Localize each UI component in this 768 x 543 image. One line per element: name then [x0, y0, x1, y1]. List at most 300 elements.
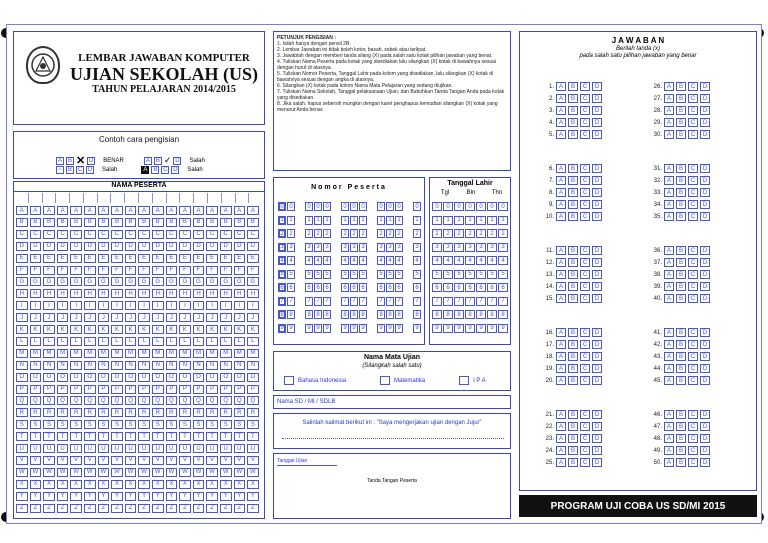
answer-bubble[interactable]: D	[700, 458, 710, 467]
tanggal-digit-bubble[interactable]: 1	[432, 216, 442, 225]
nama-letter-bubble[interactable]: H	[30, 289, 42, 298]
nama-letter-bubble[interactable]: Q	[152, 396, 164, 405]
nama-letter-bubble[interactable]: H	[220, 289, 232, 298]
nama-letter-bubble[interactable]: G	[234, 277, 246, 286]
nama-letter-bubble[interactable]: C	[247, 230, 259, 239]
answer-bubble[interactable]: B	[676, 446, 686, 455]
answer-bubble[interactable]: D	[592, 352, 602, 361]
answer-bubble[interactable]: D	[592, 376, 602, 385]
nama-letter-bubble[interactable]: U	[43, 444, 55, 453]
nama-letter-bubble[interactable]: W	[247, 468, 259, 477]
nama-letter-bubble[interactable]: G	[152, 277, 164, 286]
tanggal-digit-bubble[interactable]: 9	[454, 324, 464, 333]
nama-letter-bubble[interactable]: D	[247, 242, 259, 251]
nomor-digit-bubble[interactable]: 3	[386, 243, 394, 252]
nama-letter-bubble[interactable]: T	[16, 432, 28, 441]
tanggal-digit-bubble[interactable]: 4	[465, 256, 475, 265]
tanggal-digit-bubble[interactable]: 3	[465, 243, 475, 252]
answer-bubble[interactable]: D	[700, 328, 710, 337]
nama-letter-bubble[interactable]: Z	[30, 504, 42, 513]
answer-bubble[interactable]: B	[568, 246, 578, 255]
nama-letter-bubble[interactable]: A	[98, 206, 110, 215]
sekolah-panel[interactable]	[273, 395, 511, 409]
nama-letter-bubble[interactable]: A	[220, 206, 232, 215]
nama-letter-bubble[interactable]: M	[166, 349, 178, 358]
nama-letter-bubble[interactable]: F	[206, 266, 218, 275]
answer-bubble[interactable]: C	[580, 176, 590, 185]
tanggal-digit-bubble[interactable]: 3	[432, 243, 442, 252]
answer-bubble[interactable]: B	[568, 294, 578, 303]
nama-letter-bubble[interactable]: N	[138, 361, 150, 370]
nama-letter-bubble[interactable]: B	[125, 218, 137, 227]
nama-letter-bubble[interactable]: Z	[166, 504, 178, 513]
nomor-digit-bubble[interactable]: 9	[278, 324, 286, 333]
answer-bubble[interactable]: A	[556, 422, 566, 431]
nama-letter-bubble[interactable]: J	[111, 313, 123, 322]
nama-letter-bubble[interactable]: P	[84, 385, 96, 394]
answer-bubble[interactable]: A	[664, 188, 674, 197]
nama-letter-bubble[interactable]: D	[220, 242, 232, 251]
nama-letter-bubble[interactable]: S	[206, 420, 218, 429]
tanggal-digit-bubble[interactable]: 3	[476, 243, 486, 252]
nama-letter-bubble[interactable]: K	[16, 325, 28, 334]
answer-bubble[interactable]: B	[568, 164, 578, 173]
nama-letter-bubble[interactable]: R	[57, 408, 69, 417]
nama-letter-bubble[interactable]: L	[138, 337, 150, 346]
nama-letter-bubble[interactable]: R	[70, 408, 82, 417]
nomor-digit-bubble[interactable]: 8	[359, 310, 367, 319]
nomor-digit-bubble[interactable]: 5	[386, 270, 394, 279]
tanggal-digit-bubble[interactable]: 0	[432, 202, 442, 211]
nama-letter-bubble[interactable]: V	[247, 456, 259, 465]
nama-letter-bubble[interactable]: L	[111, 337, 123, 346]
nama-letter-bubble[interactable]: L	[57, 337, 69, 346]
answer-bubble[interactable]: C	[688, 282, 698, 291]
answer-bubble[interactable]: D	[592, 340, 602, 349]
nama-letter-bubble[interactable]: Z	[125, 504, 137, 513]
nomor-digit-bubble[interactable]: 9	[305, 324, 313, 333]
tanggal-digit-bubble[interactable]: 8	[443, 310, 453, 319]
answer-bubble[interactable]: B	[568, 352, 578, 361]
nama-letter-bubble[interactable]: E	[166, 254, 178, 263]
nama-letter-bubble[interactable]: B	[206, 218, 218, 227]
nomor-digit-bubble[interactable]: 9	[341, 324, 349, 333]
nama-letter-bubble[interactable]: I	[247, 301, 259, 310]
nama-letter-bubble[interactable]: L	[206, 337, 218, 346]
nama-letter-bubble[interactable]: M	[70, 349, 82, 358]
nama-letter-bubble[interactable]: Z	[16, 504, 28, 513]
nama-letter-bubble[interactable]: X	[125, 480, 137, 489]
nama-letter-bubble[interactable]: H	[206, 289, 218, 298]
tanggal-digit-bubble[interactable]: 8	[498, 310, 508, 319]
nama-letter-bubble[interactable]: E	[193, 254, 205, 263]
nama-letter-bubble[interactable]: S	[220, 420, 232, 429]
nomor-digit-bubble[interactable]: 4	[287, 256, 295, 265]
tanggal-digit-bubble[interactable]: 8	[454, 310, 464, 319]
tanggal-digit-bubble[interactable]: 5	[443, 270, 453, 279]
nama-letter-bubble[interactable]: A	[70, 206, 82, 215]
nama-letter-bubble[interactable]: T	[193, 432, 205, 441]
nomor-digit-bubble[interactable]: 6	[305, 283, 313, 292]
nama-letter-bubble[interactable]: O	[152, 373, 164, 382]
nama-letter-bubble[interactable]: M	[111, 349, 123, 358]
nomor-digit-bubble[interactable]: 4	[350, 256, 358, 265]
tanggal-digit-bubble[interactable]: 9	[465, 324, 475, 333]
answer-bubble[interactable]: B	[568, 422, 578, 431]
nomor-digit-bubble[interactable]: 2	[386, 229, 394, 238]
nama-letter-bubble[interactable]: K	[179, 325, 191, 334]
nama-letter-bubble[interactable]: W	[84, 468, 96, 477]
nama-letter-bubble[interactable]: Q	[234, 396, 246, 405]
tanggal-digit-bubble[interactable]: 2	[465, 229, 475, 238]
nama-letter-bubble[interactable]: K	[234, 325, 246, 334]
answer-bubble[interactable]: C	[580, 422, 590, 431]
answer-bubble[interactable]: C	[688, 118, 698, 127]
nama-letter-bubble[interactable]: D	[43, 242, 55, 251]
nama-letter-bubble[interactable]: E	[57, 254, 69, 263]
answer-bubble[interactable]: A	[556, 82, 566, 91]
nama-letter-bubble[interactable]: Y	[70, 492, 82, 501]
answer-bubble[interactable]: C	[688, 340, 698, 349]
nama-letter-bubble[interactable]: Z	[57, 504, 69, 513]
nama-letter-bubble[interactable]: C	[138, 230, 150, 239]
nama-letter-bubble[interactable]: U	[234, 444, 246, 453]
nama-letter-bubble[interactable]: G	[30, 277, 42, 286]
answer-bubble[interactable]: A	[556, 246, 566, 255]
nama-letter-bubble[interactable]: Z	[98, 504, 110, 513]
answer-bubble[interactable]: C	[580, 118, 590, 127]
nomor-digit-bubble[interactable]: 9	[395, 324, 403, 333]
nama-letter-bubble[interactable]: C	[179, 230, 191, 239]
nomor-digit-bubble[interactable]: 8	[278, 310, 286, 319]
tanggal-digit-bubble[interactable]: 7	[454, 297, 464, 306]
nama-letter-bubble[interactable]: C	[84, 230, 96, 239]
answer-bubble[interactable]: C	[688, 376, 698, 385]
nomor-digit-bubble[interactable]: 0	[386, 202, 394, 211]
nama-letter-bubble[interactable]: L	[43, 337, 55, 346]
nama-letter-bubble[interactable]: C	[220, 230, 232, 239]
answer-bubble[interactable]: B	[676, 270, 686, 279]
nama-letter-bubble[interactable]: E	[111, 254, 123, 263]
nomor-digit-bubble[interactable]: 4	[314, 256, 322, 265]
nama-letter-bubble[interactable]: S	[193, 420, 205, 429]
nama-letter-bubble[interactable]: T	[220, 432, 232, 441]
nama-letter-bubble[interactable]: L	[234, 337, 246, 346]
nama-letter-bubble[interactable]: Y	[166, 492, 178, 501]
nama-letter-bubble[interactable]: A	[166, 206, 178, 215]
nomor-digit-bubble[interactable]: 6	[413, 283, 421, 292]
nomor-digit-bubble[interactable]: 1	[359, 216, 367, 225]
answer-bubble[interactable]: C	[688, 164, 698, 173]
nama-letter-bubble[interactable]: Y	[220, 492, 232, 501]
answer-bubble[interactable]: D	[700, 82, 710, 91]
nomor-digit-bubble[interactable]: 8	[314, 310, 322, 319]
nama-letter-bubble[interactable]: K	[125, 325, 137, 334]
kalimat-panel[interactable]	[273, 413, 511, 449]
nama-letter-bubble[interactable]: X	[138, 480, 150, 489]
nama-letter-bubble[interactable]: O	[166, 373, 178, 382]
nomor-digit-bubble[interactable]: 8	[386, 310, 394, 319]
answer-bubble[interactable]: A	[556, 446, 566, 455]
answer-bubble[interactable]: C	[688, 188, 698, 197]
answer-bubble[interactable]: B	[568, 82, 578, 91]
answer-bubble[interactable]: A	[556, 176, 566, 185]
answer-bubble[interactable]: C	[688, 94, 698, 103]
nama-letter-bubble[interactable]: I	[138, 301, 150, 310]
answer-bubble[interactable]: C	[688, 294, 698, 303]
answer-bubble[interactable]: A	[664, 376, 674, 385]
answer-bubble[interactable]: D	[700, 212, 710, 221]
nama-letter-bubble[interactable]: I	[111, 301, 123, 310]
nama-letter-bubble[interactable]: J	[125, 313, 137, 322]
answer-bubble[interactable]: B	[568, 258, 578, 267]
nama-letter-bubble[interactable]: B	[43, 218, 55, 227]
nama-letter-bubble[interactable]: T	[247, 432, 259, 441]
nama-letter-bubble[interactable]: U	[166, 444, 178, 453]
nama-letter-bubble[interactable]: Y	[98, 492, 110, 501]
answer-bubble[interactable]: C	[688, 352, 698, 361]
answer-bubble[interactable]: D	[700, 200, 710, 209]
answer-bubble[interactable]: D	[700, 294, 710, 303]
nama-letter-bubble[interactable]: F	[179, 266, 191, 275]
tanggal-digit-bubble[interactable]: 0	[498, 202, 508, 211]
answer-bubble[interactable]: A	[556, 410, 566, 419]
nama-letter-bubble[interactable]: V	[84, 456, 96, 465]
answer-bubble[interactable]: B	[676, 364, 686, 373]
nama-letter-bubble[interactable]: J	[57, 313, 69, 322]
nama-letter-bubble[interactable]: T	[166, 432, 178, 441]
nama-letter-bubble[interactable]: J	[193, 313, 205, 322]
nama-letter-bubble[interactable]: A	[247, 206, 259, 215]
nomor-digit-bubble[interactable]: 2	[287, 229, 295, 238]
answer-bubble[interactable]: A	[556, 328, 566, 337]
nama-letter-bubble[interactable]: K	[30, 325, 42, 334]
nama-letter-bubble[interactable]: M	[125, 349, 137, 358]
nama-letter-bubble[interactable]: O	[247, 373, 259, 382]
nomor-digit-bubble[interactable]: 8	[323, 310, 331, 319]
nama-letter-bubble[interactable]: L	[166, 337, 178, 346]
nama-letter-bubble[interactable]: C	[98, 230, 110, 239]
tanggal-digit-bubble[interactable]: 9	[498, 324, 508, 333]
nama-letter-bubble[interactable]: O	[193, 373, 205, 382]
answer-bubble[interactable]: D	[592, 106, 602, 115]
nama-letter-bubble[interactable]: D	[166, 242, 178, 251]
nama-letter-bubble[interactable]: U	[179, 444, 191, 453]
nama-letter-bubble[interactable]: Y	[84, 492, 96, 501]
nomor-digit-bubble[interactable]: 9	[350, 324, 358, 333]
nama-letter-bubble[interactable]: L	[220, 337, 232, 346]
tanggal-digit-bubble[interactable]: 7	[476, 297, 486, 306]
answer-bubble[interactable]: C	[580, 94, 590, 103]
answer-bubble[interactable]: B	[676, 340, 686, 349]
nama-letter-bubble[interactable]: Q	[166, 396, 178, 405]
nomor-digit-bubble[interactable]: 7	[377, 297, 385, 306]
nama-letter-bubble[interactable]: L	[125, 337, 137, 346]
answer-bubble[interactable]: D	[700, 258, 710, 267]
nama-letter-bubble[interactable]: N	[220, 361, 232, 370]
answer-bubble[interactable]: A	[664, 106, 674, 115]
nama-letter-bubble[interactable]: E	[84, 254, 96, 263]
nama-letter-bubble[interactable]: C	[234, 230, 246, 239]
nama-letter-bubble[interactable]: P	[152, 385, 164, 394]
nomor-digit-bubble[interactable]: 1	[314, 216, 322, 225]
nomor-digit-bubble[interactable]: 8	[377, 310, 385, 319]
answer-bubble[interactable]: A	[664, 364, 674, 373]
answer-bubble[interactable]: B	[568, 118, 578, 127]
nomor-digit-bubble[interactable]: 7	[305, 297, 313, 306]
nama-letter-bubble[interactable]: T	[206, 432, 218, 441]
nomor-digit-bubble[interactable]: 1	[323, 216, 331, 225]
nama-letter-bubble[interactable]: Z	[220, 504, 232, 513]
answer-bubble[interactable]: A	[556, 94, 566, 103]
nama-letter-bubble[interactable]: E	[206, 254, 218, 263]
nama-letter-bubble[interactable]: I	[30, 301, 42, 310]
answer-bubble[interactable]: D	[700, 176, 710, 185]
answer-bubble[interactable]: D	[700, 188, 710, 197]
answer-bubble[interactable]: D	[592, 410, 602, 419]
nomor-digit-bubble[interactable]: 7	[314, 297, 322, 306]
nomor-digit-bubble[interactable]: 5	[350, 270, 358, 279]
tanggal-digit-bubble[interactable]: 5	[454, 270, 464, 279]
nomor-digit-bubble[interactable]: 3	[314, 243, 322, 252]
answer-bubble[interactable]: D	[592, 188, 602, 197]
nama-letter-bubble[interactable]: B	[111, 218, 123, 227]
answer-bubble[interactable]: C	[688, 106, 698, 115]
nama-letter-bubble[interactable]: G	[16, 277, 28, 286]
nama-letter-bubble[interactable]: R	[43, 408, 55, 417]
answer-bubble[interactable]: D	[592, 94, 602, 103]
nama-letter-bubble[interactable]: Z	[152, 504, 164, 513]
answer-bubble[interactable]: D	[592, 200, 602, 209]
answer-bubble[interactable]: D	[592, 118, 602, 127]
nama-letter-bubble[interactable]: R	[220, 408, 232, 417]
answer-bubble[interactable]: C	[580, 258, 590, 267]
nomor-digit-bubble[interactable]: 7	[350, 297, 358, 306]
nomor-digit-bubble[interactable]: 0	[395, 202, 403, 211]
nomor-digit-bubble[interactable]: 7	[341, 297, 349, 306]
answer-bubble[interactable]: C	[688, 82, 698, 91]
nama-letter-bubble[interactable]: D	[98, 242, 110, 251]
answer-bubble[interactable]: B	[676, 94, 686, 103]
nama-letter-bubble[interactable]: G	[247, 277, 259, 286]
answer-bubble[interactable]: D	[592, 258, 602, 267]
answer-bubble[interactable]: B	[676, 458, 686, 467]
answer-bubble[interactable]: A	[664, 82, 674, 91]
nomor-digit-bubble[interactable]: 3	[305, 243, 313, 252]
nama-letter-bubble[interactable]: G	[220, 277, 232, 286]
nomor-digit-bubble[interactable]: 6	[323, 283, 331, 292]
nama-letter-bubble[interactable]: K	[98, 325, 110, 334]
nama-letter-bubble[interactable]: I	[57, 301, 69, 310]
nomor-digit-bubble[interactable]: 5	[341, 270, 349, 279]
nama-letter-bubble[interactable]: L	[16, 337, 28, 346]
nama-letter-bubble[interactable]: X	[206, 480, 218, 489]
nama-letter-bubble[interactable]: M	[193, 349, 205, 358]
nama-letter-bubble[interactable]: F	[247, 266, 259, 275]
nama-letter-bubble[interactable]: G	[111, 277, 123, 286]
nama-letter-bubble[interactable]: W	[111, 468, 123, 477]
nama-letter-bubble[interactable]: J	[234, 313, 246, 322]
nama-letter-bubble[interactable]: R	[84, 408, 96, 417]
nama-letter-bubble[interactable]: U	[30, 444, 42, 453]
nama-letter-bubble[interactable]: H	[179, 289, 191, 298]
nomor-digit-bubble[interactable]: 4	[395, 256, 403, 265]
nama-letter-bubble[interactable]: N	[206, 361, 218, 370]
answer-bubble[interactable]: B	[676, 200, 686, 209]
nama-letter-bubble[interactable]: F	[30, 266, 42, 275]
nama-letter-bubble[interactable]: V	[30, 456, 42, 465]
nama-letter-bubble[interactable]: N	[16, 361, 28, 370]
nomor-digit-bubble[interactable]: 9	[314, 324, 322, 333]
answer-bubble[interactable]: B	[676, 258, 686, 267]
answer-bubble[interactable]: A	[664, 410, 674, 419]
nama-letter-bubble[interactable]: V	[206, 456, 218, 465]
answer-bubble[interactable]: A	[556, 282, 566, 291]
answer-bubble[interactable]: C	[688, 130, 698, 139]
nama-letter-bubble[interactable]: K	[84, 325, 96, 334]
tanggal-digit-bubble[interactable]: 8	[476, 310, 486, 319]
nama-letter-bubble[interactable]: F	[166, 266, 178, 275]
answer-bubble[interactable]: C	[580, 270, 590, 279]
tanggal-digit-bubble[interactable]: 4	[498, 256, 508, 265]
nama-letter-bubble[interactable]: S	[30, 420, 42, 429]
nama-letter-bubble[interactable]: T	[43, 432, 55, 441]
nama-letter-bubble[interactable]: I	[84, 301, 96, 310]
answer-bubble[interactable]: D	[592, 328, 602, 337]
nama-letter-bubble[interactable]: X	[152, 480, 164, 489]
nomor-digit-bubble[interactable]: 4	[377, 256, 385, 265]
nama-letter-bubble[interactable]: Y	[125, 492, 137, 501]
nomor-digit-bubble[interactable]: 8	[305, 310, 313, 319]
nama-letter-bubble[interactable]: M	[152, 349, 164, 358]
nama-letter-bubble[interactable]: R	[234, 408, 246, 417]
nomor-digit-bubble[interactable]: 9	[413, 324, 421, 333]
nomor-digit-bubble[interactable]: 3	[341, 243, 349, 252]
tanggal-digit-bubble[interactable]: 3	[454, 243, 464, 252]
nomor-digit-bubble[interactable]: 5	[413, 270, 421, 279]
nama-letter-bubble[interactable]: C	[193, 230, 205, 239]
nama-letter-bubble[interactable]: K	[193, 325, 205, 334]
answer-bubble[interactable]: D	[700, 340, 710, 349]
nomor-digit-bubble[interactable]: 7	[278, 297, 286, 306]
nama-letter-bubble[interactable]: E	[234, 254, 246, 263]
answer-bubble[interactable]: A	[664, 94, 674, 103]
nama-letter-bubble[interactable]: F	[84, 266, 96, 275]
nomor-digit-bubble[interactable]: 8	[413, 310, 421, 319]
nomor-digit-bubble[interactable]: 3	[350, 243, 358, 252]
tanggal-digit-bubble[interactable]: 4	[443, 256, 453, 265]
nama-letter-bubble[interactable]: Y	[247, 492, 259, 501]
nama-letter-bubble[interactable]: N	[43, 361, 55, 370]
nama-letter-bubble[interactable]: W	[16, 468, 28, 477]
nomor-digit-bubble[interactable]: 5	[395, 270, 403, 279]
answer-bubble[interactable]: C	[580, 328, 590, 337]
nama-letter-bubble[interactable]: Z	[84, 504, 96, 513]
nama-letter-bubble[interactable]: C	[30, 230, 42, 239]
nomor-digit-bubble[interactable]: 7	[386, 297, 394, 306]
nomor-digit-bubble[interactable]: 2	[341, 229, 349, 238]
answer-bubble[interactable]: C	[580, 188, 590, 197]
nama-letter-bubble[interactable]: O	[84, 373, 96, 382]
nama-letter-bubble[interactable]: Y	[234, 492, 246, 501]
nomor-digit-bubble[interactable]: 6	[377, 283, 385, 292]
answer-bubble[interactable]: C	[580, 282, 590, 291]
tanggal-digit-bubble[interactable]: 6	[487, 283, 497, 292]
nomor-digit-bubble[interactable]: 4	[323, 256, 331, 265]
nama-letter-bubble[interactable]: V	[138, 456, 150, 465]
nama-letter-bubble[interactable]: K	[70, 325, 82, 334]
nama-letter-bubble[interactable]: P	[70, 385, 82, 394]
